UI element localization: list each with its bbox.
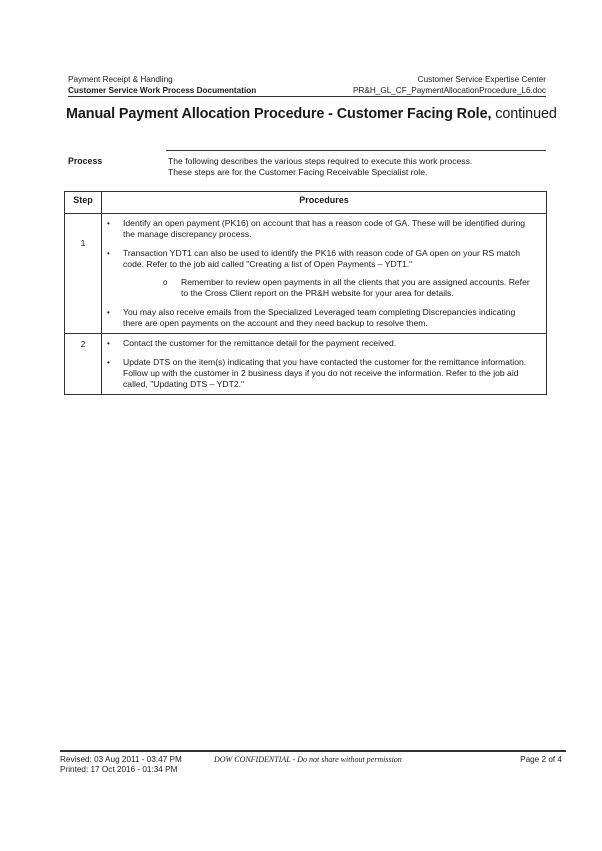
- bullet-text: Contact the customer for the remittance detail for the payment received.: [123, 338, 397, 348]
- page-header: [68, 74, 546, 96]
- printed-date: Printed: 17 Oct 2016 - 01:34 PM: [60, 765, 178, 774]
- process-divider: [166, 150, 546, 151]
- step-number: 1: [65, 214, 102, 334]
- procedure-cell: [102, 334, 547, 395]
- title-main: Manual Payment Allocation Procedure - Customer Facing Role,: [66, 106, 492, 122]
- column-header-procedures: Procedures: [102, 192, 547, 214]
- procedure-table: [64, 191, 547, 395]
- footer-dates: [60, 755, 182, 775]
- revised-date: Revised: 03 Aug 2011 - 03:47 PM: [60, 755, 182, 764]
- page-title: [66, 106, 557, 122]
- footer-divider: [60, 750, 566, 752]
- process-line-2: These steps are for the Customer Facing Receivable Specialist role.: [168, 167, 428, 177]
- sub-bullet-text: Remember to review open payments in all the clients that you are assigned accounts. Refer to the Cross Client report on the PR&H website for your area for details.: [181, 277, 530, 298]
- header-filename: PR&H_GL_CF_PaymentAllocationProcedure_L6.doc: [353, 86, 546, 95]
- table-row: [65, 334, 547, 395]
- bullet-text: You may also receive emails from the Specialized Leveraged team completing Discrepancies indicating there are open payments on the account and they need backup to resolve them.: [123, 307, 516, 328]
- procedure-cell: [102, 214, 547, 334]
- list-item: [102, 248, 536, 299]
- header-divider: [68, 96, 546, 97]
- list-item: [102, 338, 536, 349]
- bullet-text: Transaction YDT1 can also be used to identify the PK16 with reason code of GA open on your RS match code. Refer to the job aid called "Creating a list of Open Payments – YDT1.": [123, 248, 520, 269]
- list-item: [102, 218, 536, 240]
- process-description: [168, 156, 546, 178]
- header-department: Payment Receipt & Handling: [68, 75, 173, 84]
- list-item: [102, 357, 536, 390]
- list-item: [102, 307, 536, 329]
- header-doc-type: Customer Service Work Process Documentation: [68, 86, 257, 95]
- sub-list-item: [123, 277, 536, 299]
- page-number: Page 2 of 4: [520, 755, 562, 764]
- process-line-1: The following describes the various steps required to execute this work process.: [168, 156, 473, 166]
- process-label: Process: [68, 156, 103, 166]
- bullet-text: Update DTS on the item(s) indicating that you have contacted the customer for the remittance information. Follow up with the customer in 2 business days if you do not receive the information. Refer to the job aid called, "Updating DTS – YDT2.": [123, 357, 527, 389]
- column-header-step: Step: [65, 192, 102, 214]
- title-continued: continued: [491, 106, 557, 122]
- step-number: 2: [65, 334, 102, 395]
- table-row: [65, 214, 547, 334]
- table-header-row: [65, 192, 547, 214]
- header-center: Customer Service Expertise Center: [417, 75, 546, 84]
- bullet-text: Identify an open payment (PK16) on account that has a reason code of GA. These will be identified during the manage discrepancy process.: [123, 218, 526, 239]
- confidential-notice: DOW CONFIDENTIAL - Do not share without permission: [214, 755, 402, 764]
